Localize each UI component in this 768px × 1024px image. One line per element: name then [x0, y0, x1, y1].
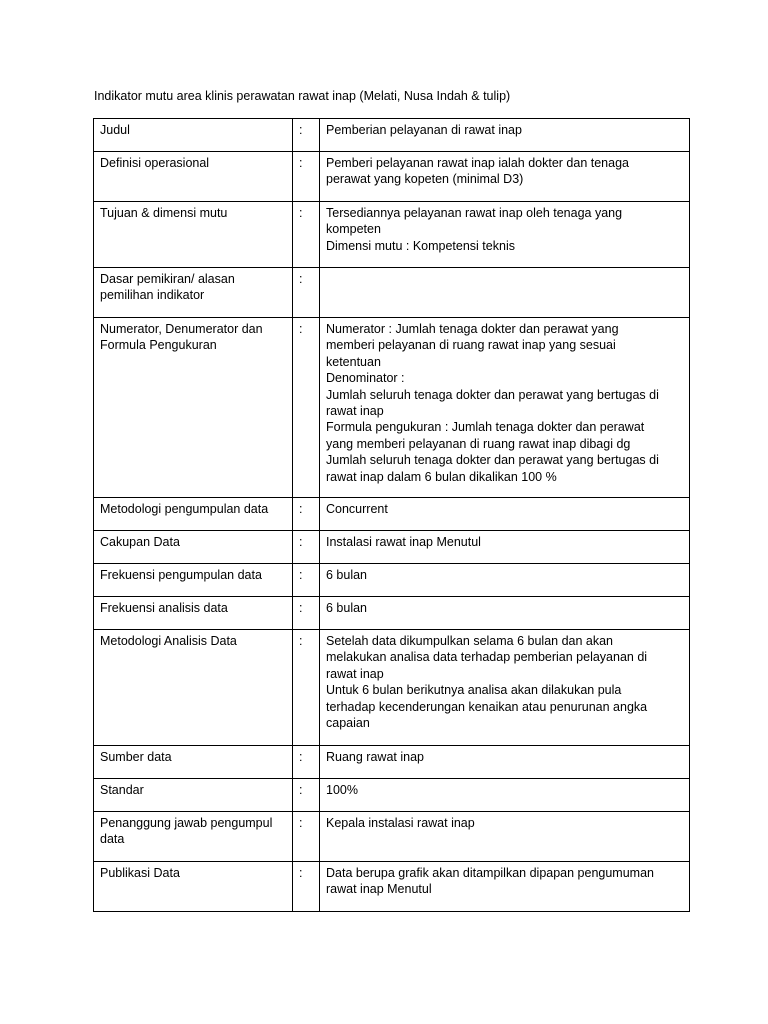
row-separator-cell: [293, 498, 320, 531]
row-value-line: ketentuan: [326, 354, 381, 369]
row-value-line: Data berupa grafik akan ditampilkan dipapan pengumuman: [326, 866, 654, 880]
row-value-cell: [320, 202, 690, 268]
row-value-line: 100%: [326, 783, 358, 797]
row-value-line: Setelah data dikumpulkan selama 6 bulan dan akan: [326, 634, 614, 648]
row-label-cell: [94, 746, 293, 779]
row-label-line: Definisi operasional: [100, 156, 210, 170]
row-separator: :: [299, 322, 303, 336]
table-row: [94, 498, 690, 531]
row-label-cell: [94, 119, 293, 152]
row-label-line: Formula Pengukuran: [100, 338, 217, 353]
row-value-cell: [320, 597, 690, 630]
table-row: [94, 779, 690, 812]
row-label-line: Dasar pemikiran/ alasan: [100, 272, 235, 286]
row-value-cell: [320, 812, 690, 862]
row-label-line: pemilihan indikator: [100, 288, 205, 303]
row-value-line: Ruang rawat inap: [326, 750, 424, 764]
indicator-table: [93, 118, 690, 912]
row-value-line: Jumlah seluruh tenaga dokter dan perawat yang bertugas di: [326, 387, 659, 402]
row-label-line: data: [100, 832, 125, 847]
row-value-line: terhadap kecenderungan kenaikan atau penurunan angka: [326, 699, 648, 714]
row-separator-cell: [293, 597, 320, 630]
row-value-cell: [320, 862, 690, 912]
row-label-cell: [94, 531, 293, 564]
row-label-cell: [94, 152, 293, 202]
table-row: [94, 862, 690, 912]
row-value-cell: [320, 498, 690, 531]
row-value-line: rawat inap: [326, 404, 384, 419]
row-separator-cell: [293, 746, 320, 779]
row-separator: :: [299, 601, 303, 615]
table-row: [94, 119, 690, 152]
row-value-line: kompeten: [326, 222, 381, 237]
table-row: [94, 746, 690, 779]
row-label-line: Sumber data: [100, 750, 172, 764]
row-value-line: Kepala instalasi rawat inap: [326, 816, 475, 830]
row-value-line: Pemberi pelayanan rawat inap ialah dokter dan tenaga: [326, 156, 629, 170]
row-separator: :: [299, 502, 303, 516]
row-label-cell: [94, 779, 293, 812]
row-value-cell: [320, 268, 690, 318]
table-row: [94, 597, 690, 630]
row-separator: :: [299, 206, 303, 220]
row-value-cell: [320, 318, 690, 498]
row-label-line: Metodologi pengumpulan data: [100, 502, 269, 516]
row-value-cell: [320, 119, 690, 152]
row-separator-cell: [293, 812, 320, 862]
row-separator: :: [299, 866, 303, 880]
table-row: [94, 268, 690, 318]
row-separator-cell: [293, 779, 320, 812]
row-value-line: Denominator :: [326, 371, 405, 386]
row-separator-cell: [293, 152, 320, 202]
row-value-line: 6 bulan: [326, 568, 368, 582]
row-label-line: Frekuensi pengumpulan data: [100, 568, 262, 582]
table-row: [94, 318, 690, 498]
row-separator-cell: [293, 862, 320, 912]
row-value-line: 6 bulan: [326, 601, 368, 615]
row-value-line: Numerator : Jumlah tenaga dokter dan perawat yang: [326, 322, 619, 336]
row-value-cell: [320, 152, 690, 202]
row-label-cell: [94, 498, 293, 531]
row-separator: :: [299, 783, 303, 797]
row-separator: :: [299, 750, 303, 764]
row-value-line: Dimensi mutu : Kompetensi teknis: [326, 238, 515, 253]
row-separator: :: [299, 634, 303, 648]
row-label-line: Standar: [100, 783, 144, 797]
row-value-line: perawat yang kopeten (minimal D3): [326, 172, 524, 187]
row-value-cell: [320, 630, 690, 746]
row-label-line: Numerator, Denumerator dan: [100, 322, 263, 336]
row-value-line: yang memberi pelayanan di ruang rawat inap dibagi dg: [326, 436, 631, 451]
row-separator-cell: [293, 630, 320, 746]
row-separator-cell: [293, 119, 320, 152]
table-row: [94, 202, 690, 268]
table-row: [94, 564, 690, 597]
row-separator-cell: [293, 268, 320, 318]
row-label-line: Penanggung jawab pengumpul: [100, 816, 273, 830]
row-label-line: Cakupan Data: [100, 535, 180, 549]
table-row: [94, 152, 690, 202]
table-body: [94, 119, 690, 912]
row-value-line: Jumlah seluruh tenaga dokter dan perawat yang bertugas di: [326, 453, 659, 468]
row-label-cell: [94, 812, 293, 862]
row-value-line: capaian: [326, 716, 370, 731]
row-label-cell: [94, 564, 293, 597]
row-label-line: Tujuan & dimensi mutu: [100, 206, 228, 220]
row-value-line: melakukan analisa data terhadap pemberian pelayanan di: [326, 650, 648, 665]
row-value-line: Concurrent: [326, 502, 388, 516]
row-value-line: memberi pelayanan di ruang rawat inap yang sesuai: [326, 338, 616, 353]
row-value-line: rawat inap dalam 6 bulan dikalikan 100 %: [326, 469, 557, 484]
table-row: [94, 812, 690, 862]
row-value-line: Untuk 6 bulan berikutnya analisa akan dilakukan pula: [326, 683, 622, 698]
row-label-line: Metodologi Analisis Data: [100, 634, 237, 648]
row-label-line: Judul: [100, 123, 130, 137]
row-separator: :: [299, 568, 303, 582]
row-value-line: Formula pengukuran : Jumlah tenaga dokter dan perawat: [326, 420, 645, 435]
row-label-line: Frekuensi analisis data: [100, 601, 228, 615]
row-label-cell: [94, 318, 293, 498]
row-label-cell: [94, 268, 293, 318]
table-row: [94, 531, 690, 564]
row-separator-cell: [293, 202, 320, 268]
table-row: [94, 630, 690, 746]
row-label-cell: [94, 630, 293, 746]
row-value-cell: [320, 779, 690, 812]
row-value-cell: [320, 564, 690, 597]
row-separator: :: [299, 123, 303, 137]
row-value-line: Instalasi rawat inap Menutul: [326, 535, 481, 549]
row-separator-cell: [293, 531, 320, 564]
row-label-line: Publikasi Data: [100, 866, 180, 880]
row-value-line: rawat inap: [326, 666, 384, 681]
row-separator: :: [299, 535, 303, 549]
row-label-cell: [94, 862, 293, 912]
row-value-line: Pemberian pelayanan di rawat inap: [326, 123, 522, 137]
row-separator: :: [299, 156, 303, 170]
row-value-cell: [320, 746, 690, 779]
row-separator-cell: [293, 318, 320, 498]
row-value-line: Tersediannya pelayanan rawat inap oleh tenaga yang: [326, 206, 623, 220]
row-value-line: rawat inap Menutul: [326, 882, 432, 897]
row-label-cell: [94, 202, 293, 268]
row-label-cell: [94, 597, 293, 630]
row-value-cell: [320, 531, 690, 564]
row-separator: :: [299, 816, 303, 830]
row-separator-cell: [293, 564, 320, 597]
page-title: Indikator mutu area klinis perawatan rawat inap (Melati, Nusa Indah & tulip): [94, 89, 511, 103]
row-separator: :: [299, 272, 303, 286]
